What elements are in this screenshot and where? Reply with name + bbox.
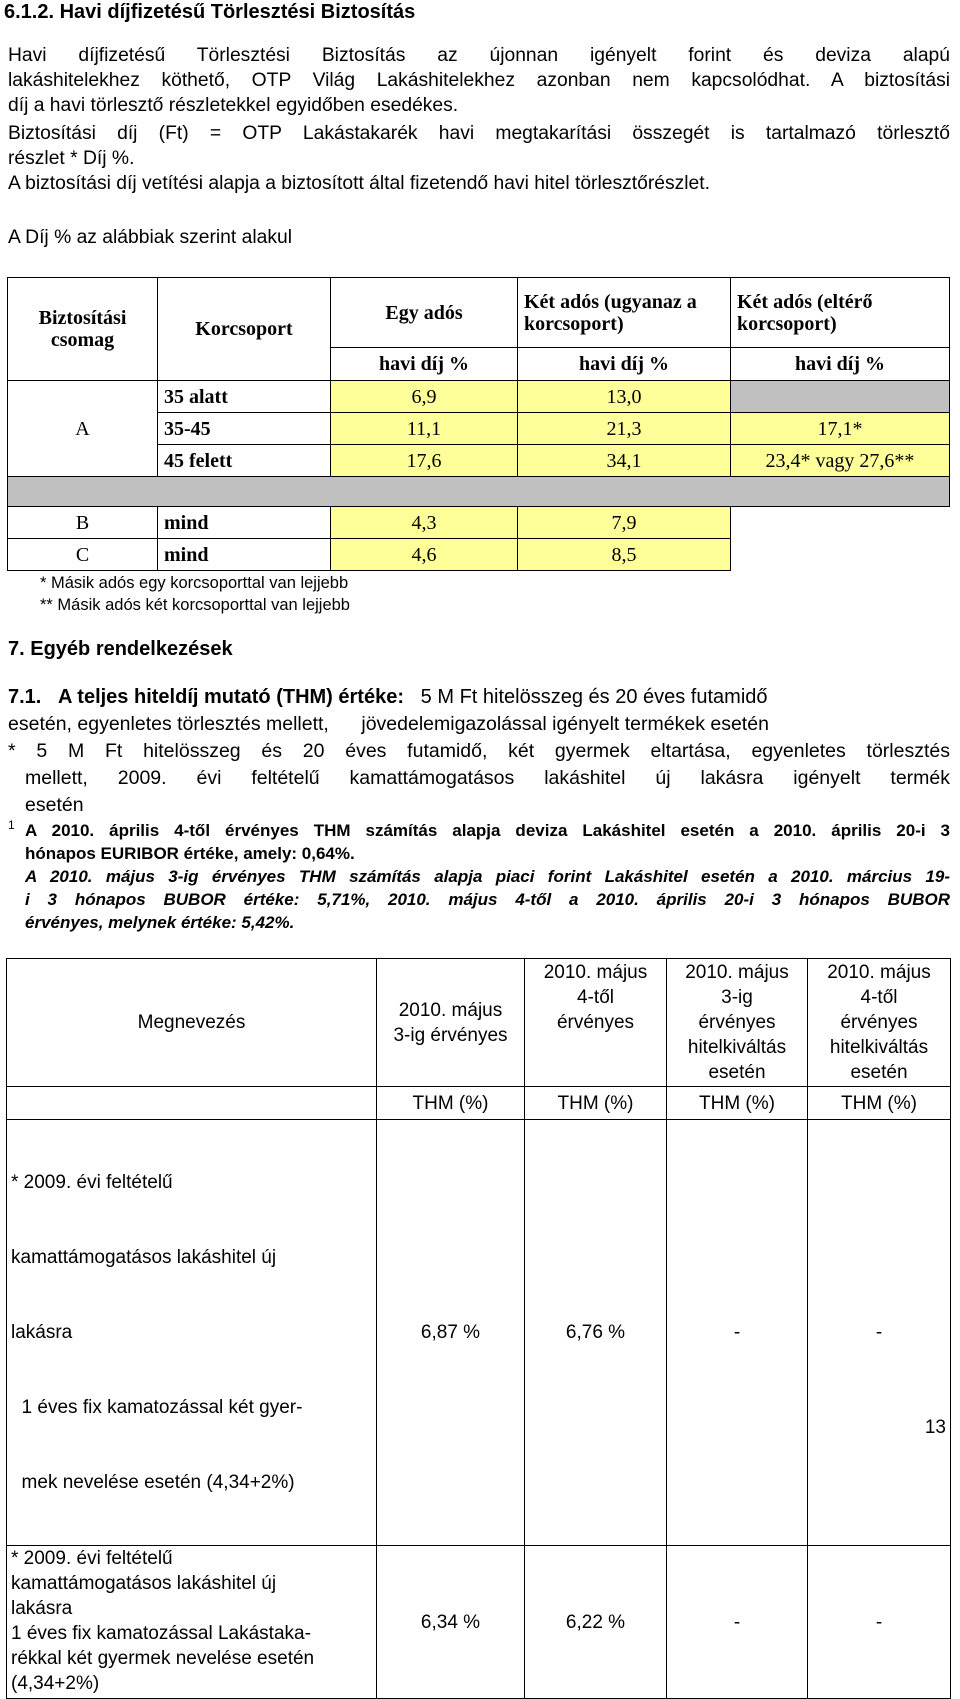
header-one-debtor: Egy adós [331,278,518,348]
header-col-4-line: esetén [850,1062,908,1083]
header-col-4-line: 4-től [860,987,898,1008]
header-package: Biztosítási csomag [8,278,158,381]
header-name: Megnevezés [7,959,377,1087]
table-note-1: * Másik adós egy korcsoporttal van lejjebb [40,574,349,592]
value-cell: 4,3 [331,507,518,539]
thm-value: - [808,1120,951,1546]
header-col-4-line: 2010. május [827,962,931,983]
section-title: 6.1.2. Havi díjfizetésű Törlesztési Biztosítás [4,1,416,23]
header-monthly-fee-1: havi díj % [331,348,518,381]
header-col-3-line: 3-ig [721,987,753,1008]
value-cell: 6,9 [331,381,518,413]
thm-star-line-2: mellett, 2009. évi feltételű kamattámogatásos lakáshitel új lakásra igényelt termék [25,767,950,789]
thm-line-1 [8,685,950,710]
header-monthly-fee-2: havi díj % [518,348,731,381]
intro-paragraph-2 [8,121,950,171]
header-col-3-line: esetén [708,1062,766,1083]
empty-cell [731,539,950,571]
row-name-line: lakásra [11,1598,73,1619]
value-cell: 21,3 [518,413,731,445]
separator-row [8,477,950,507]
thm-line-2-a: esetén, egyenletes törlesztés mellett, [8,713,329,735]
thm-value: - [667,1120,808,1546]
thm-value: - [667,1546,808,1699]
header-two-same: Két adós (ugyanaz a korcsoport) [518,278,731,348]
row-name-line: * 2009. évi feltételű [11,1548,173,1569]
header-col-3-line: érvényes [698,1012,776,1033]
header-two-diff: Két adós (eltérő korcsoport) [731,278,950,348]
header-name-empty [7,1087,377,1120]
age-cell: mind [158,539,331,571]
table-note-2: ** Másik adós két korcsoporttal van lejjebb [40,596,350,614]
row-name-line: (4,34+2%) [11,1673,100,1694]
row-name-line: rékkal két gyermek nevelése esetén [11,1648,315,1669]
thm-label-1: THM (%) [377,1087,525,1120]
empty-cell [731,381,950,413]
header-col-3-line: 2010. május [685,962,789,983]
footnote-mark: 1 [8,818,15,832]
footnote-2-line-2: i 3 hónapos BUBOR értéke: 5,71%, 2010. május 4-től a 2010. április 20-i 3 hónapos BUBOR [25,890,950,909]
intro-paragraph-1 [8,43,950,118]
row-name-line: kamattámogatásos lakáshitel új [11,1573,277,1594]
intro-p2-line-2: részlet * Díj %. [8,148,135,169]
header-col-4-line: érvényes [840,1012,918,1033]
intro-p2-line-1: Biztosítási díj (Ft) = OTP Lakástakarék havi megtakarítási összegét is tartalmazó törlesztő [8,123,950,144]
header-col-2-line: érvényes [556,1012,635,1033]
thm-value: 6,76 % [525,1120,667,1546]
thm-line-2 [8,712,950,737]
intro-p1-line-3: díj a havi törlesztő részletekkel egyidőben esedékes. [8,95,459,116]
thm-label-3: THM (%) [667,1087,808,1120]
header-col-3-line: hitelkiváltás [687,1037,787,1058]
intro-paragraph-3: A biztosítási díj vetítési alapja a biztosított által fizetendő havi hitel törlesztőrészlet. [8,173,710,194]
header-col-3 [667,959,808,1087]
row-name-line: lakásra [11,1322,73,1343]
package-a: A [8,381,158,477]
footnote-1-line-2: hónapos EURIBOR értéke, amely: 0,64%. [25,844,355,863]
value-cell: 17,1* [731,413,950,445]
header-monthly-fee-3: havi díj % [731,348,950,381]
header-col-1-line: 2010. május [398,999,503,1021]
footnote-2-line-3: érvényes, melynek értéke: 5,42%. [25,913,295,932]
value-cell: 4,6 [331,539,518,571]
intro-paragraph-4: A Díj % az alábbiak szerint alakul [8,227,293,248]
package-b: B [8,507,158,539]
header-col-1-line: 3-ig érvényes [393,1024,508,1046]
row-name-line: mek nevelése esetén (4,34+2%) [11,1472,295,1493]
package-c: C [8,539,158,571]
row-name-line: kamattámogatásos lakáshitel új [11,1247,277,1268]
row-name-line: * 2009. évi feltételű [11,1172,173,1193]
header-col-1 [377,959,525,1087]
thm-label-2: THM (%) [525,1087,667,1120]
value-cell: 34,1 [518,445,731,477]
section-7-title: 7. Egyéb rendelkezések [8,638,233,660]
row-name [7,1546,377,1699]
thm-line-2-b: jövedelemigazolással igényelt termékek esetén [361,713,769,735]
thm-star-line-3: esetén [25,794,84,816]
fee-table [7,277,950,571]
thm-value: 6,22 % [525,1546,667,1699]
row-name-line: 1 éves fix kamatozással Lakástaka- [11,1623,311,1644]
header-age-group: Korcsoport [158,278,331,381]
thm-number: 7.1. [8,686,42,708]
value-cell: 7,9 [518,507,731,539]
row-name-line: 1 éves fix kamatozással két gyer- [11,1397,303,1418]
intro-p1-line-1: Havi díjfizetésű Törlesztési Biztosítás az újonnan igényelt forint és deviza alapú [8,45,950,66]
thm-table [6,958,951,1699]
header-col-2-line: 4-től [577,987,614,1008]
age-cell: 35 alatt [158,381,331,413]
intro-p1-line-2: lakáshitelekhez köthető, OTP Világ Lakáshitelekhez azonban nem kapcsolódhat. A biztosítási [8,70,950,91]
thm-label: A teljes hiteldíj mutató (THM) értéke: [58,686,404,708]
page-number: 13 [924,1417,946,1438]
thm-value: - [808,1546,951,1699]
thm-value: 6,87 % [377,1120,525,1546]
thm-value: 6,34 % [377,1546,525,1699]
value-cell: 8,5 [518,539,731,571]
empty-cell [731,507,950,539]
age-cell: mind [158,507,331,539]
thm-line-1-rest: 5 M Ft hitelösszeg és 20 éves futamidő [420,686,768,708]
header-col-2-line: 2010. május [543,962,648,983]
header-col-4 [808,959,951,1087]
age-cell: 35-45 [158,413,331,445]
header-col-2 [525,959,667,1087]
footnote-2-line-1: A 2010. május 3-ig érvényes THM számítás alapja piaci forint Lakáshitel esetén a 2010. március 19- [25,867,950,886]
value-cell: 13,0 [518,381,731,413]
thm-label-4: THM (%) [808,1087,951,1120]
value-cell: 17,6 [331,445,518,477]
row-name [7,1120,377,1546]
footnote-1-line-1: A 2010. április 4-től érvényes THM számítás alapja deviza Lakáshitel esetén a 2010. április 20-i 3 [25,821,950,840]
age-cell: 45 felett [158,445,331,477]
value-cell: 23,4* vagy 27,6** [731,445,950,477]
header-col-4-line: hitelkiváltás [829,1037,929,1058]
thm-star-line-1: * 5 M Ft hitelösszeg és 20 éves futamidő, két gyermek eltartása, egyenletes törlesztés [8,740,950,762]
value-cell: 11,1 [331,413,518,445]
